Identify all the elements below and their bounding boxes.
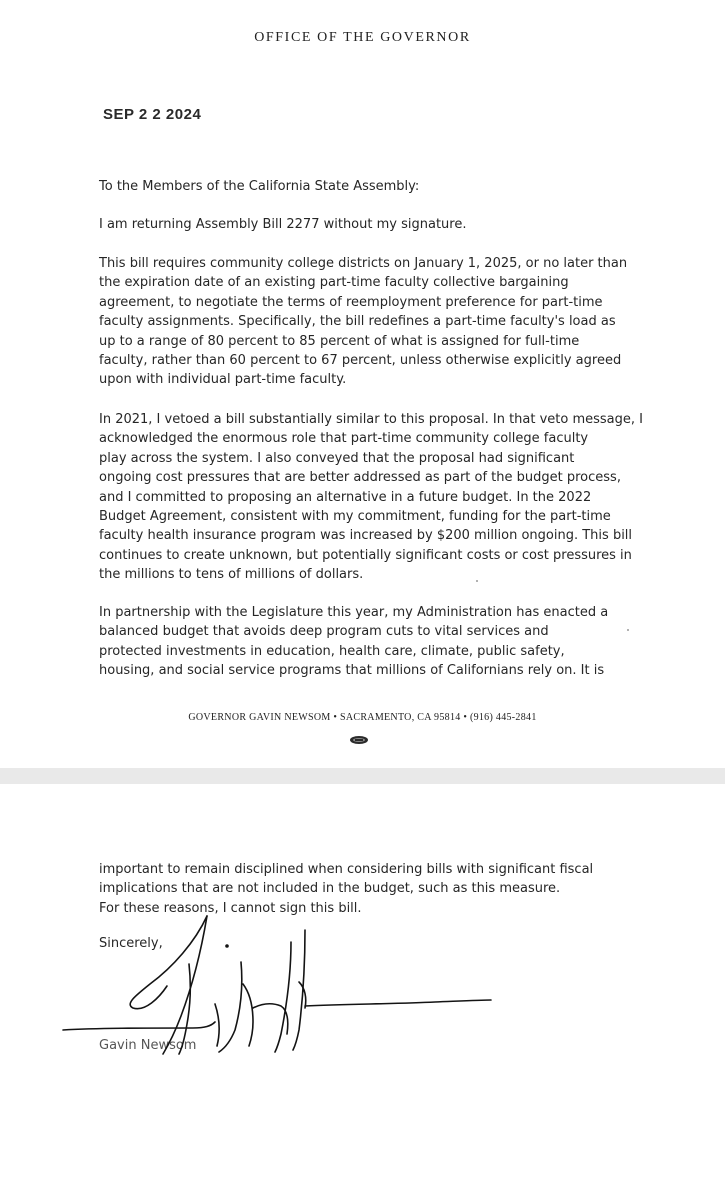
paragraph-line: ongoing cost pressures that are better addressed as part of the budget process, (99, 470, 621, 486)
paragraph-line: acknowledged the enormous role that part-time community college faculty (99, 431, 589, 447)
letterhead-footer: GOVERNOR GAVIN NEWSOM • SACRAMENTO, CA 95814 • (916) 445-2841 (188, 712, 537, 723)
paragraph-line: balanced budget that avoids deep program cuts to vital services and (99, 624, 549, 640)
body-paragraph-1 (99, 254, 644, 390)
paragraph-line: For these reasons, I cannot sign this bill. (99, 900, 362, 916)
closing-text: Sincerely, (99, 936, 163, 951)
intro-paragraph (99, 215, 644, 234)
paragraph-line: faculty health insurance program was increased by $200 million ongoing. This bill (99, 528, 633, 544)
union-bug-icon (349, 735, 369, 745)
paragraph-line: continues to create unknown, but potentially significant costs or cost pressures in (99, 547, 632, 563)
letter-page-2 (0, 784, 725, 1200)
paragraph-line: upon with individual part-time faculty. (99, 372, 347, 388)
paragraph-line: important to remain disciplined when considering bills with significant fiscal (99, 862, 594, 877)
scan-speck (476, 580, 478, 582)
paragraph-line: the expiration date of an existing part-time faculty collective bargaining (99, 275, 569, 291)
paragraph-line: faculty assignments. Specifically, the bill redefines a part-time faculty's load as (99, 314, 616, 330)
letterhead-title: OFFICE OF THE GOVERNOR (254, 30, 471, 45)
paragraph-line: protected investments in education, health care, climate, public safety, (99, 643, 565, 659)
paragraph-line: implications that are not included in the budget, such as this measure. (99, 881, 561, 897)
paragraph-line: In 2021, I vetoed a bill substantially similar to this proposal. In that veto message, I (99, 412, 644, 427)
salutation (99, 177, 644, 196)
scan-speck (627, 629, 629, 631)
paragraph-line: faculty, rather than 60 percent to 67 percent, unless otherwise explicitly agreed (99, 353, 622, 369)
signer-name-text: Gavin Newsom (99, 1038, 197, 1053)
body-paragraph-4 (99, 860, 644, 918)
body-paragraph-2 (99, 410, 644, 585)
paragraph-line: housing, and social service programs that millions of Californians rely on. It is (99, 663, 605, 679)
intro-text: I am returning Assembly Bill 2277 without my signature. (99, 217, 467, 232)
date-stamp: SEP 2 2 2024 (103, 106, 202, 123)
paragraph-line: Budget Agreement, consistent with my commitment, funding for the part-time (99, 509, 611, 525)
salutation-text: To the Members of the California State Assembly: (99, 179, 420, 194)
paragraph-line: In partnership with the Legislature this year, my Administration has enacted a (99, 605, 609, 620)
paragraph-line: agreement, to negotiate the terms of reemployment preference for part-time (99, 294, 603, 310)
handwritten-signature (55, 912, 495, 1062)
paragraph-line: and I committed to proposing an alternative in a future budget. In the 2022 (99, 489, 592, 505)
paragraph-line: up to a range of 80 percent to 85 percent of what is assigned for full-time (99, 333, 580, 349)
signature-dot (225, 944, 229, 948)
paragraph-line: the millions to tens of millions of dollars. (99, 567, 364, 583)
paragraph-line: This bill requires community college districts on January 1, 2025, or no later than (99, 256, 628, 271)
body-paragraph-3 (99, 603, 644, 681)
paragraph-line: play across the system. I also conveyed that the proposal had significant (99, 450, 575, 466)
